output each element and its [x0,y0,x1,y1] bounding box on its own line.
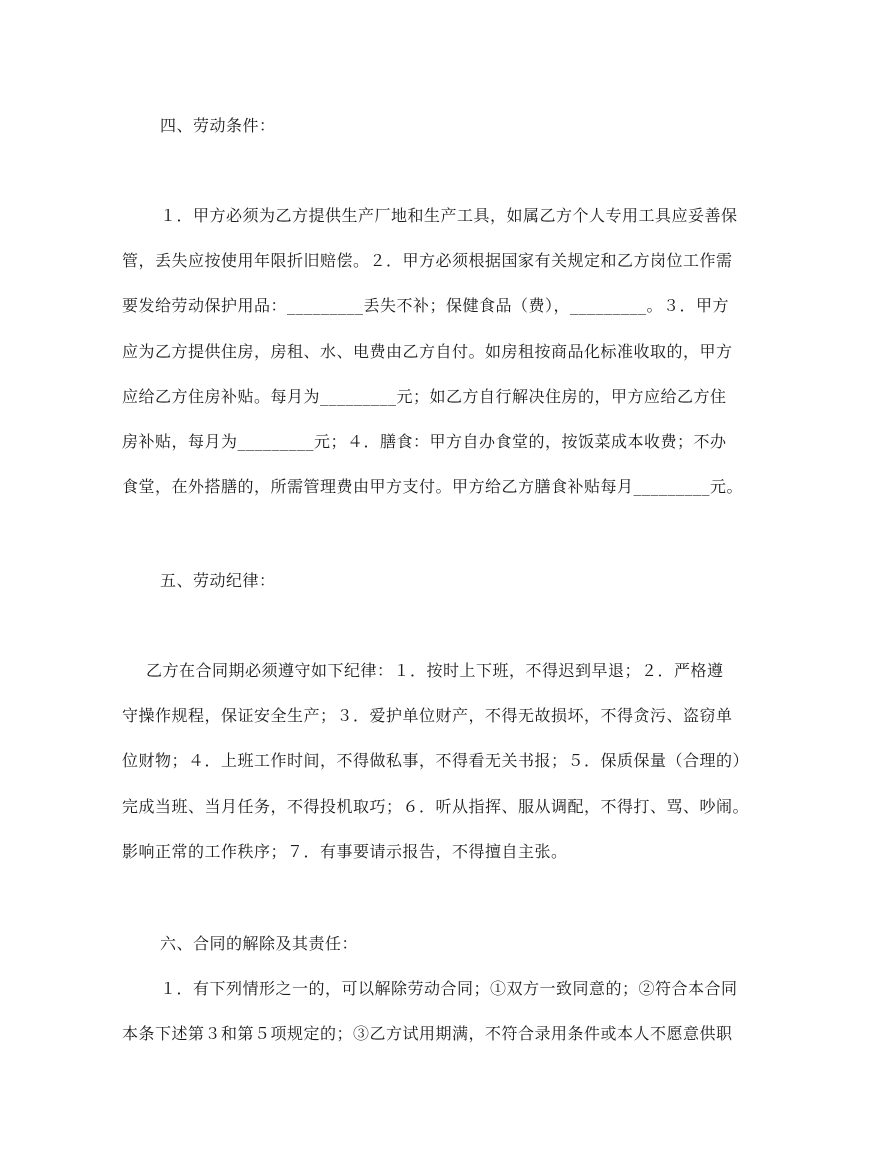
paragraph-labor-discipline [122,661,772,887]
paragraph-line: 乙方在合同期必须遵守如下纪律：１．按时上下班，不得迟到早退；２．严格遵 [146,661,724,680]
paragraph-line: 管，丢失应按使用年限折旧赔偿。２．甲方必须根据国家有关规定和乙方岗位工作需 [122,251,733,271]
paragraph-line: 应为乙方提供住房，房租、水、电费由乙方自付。如房租按商品化标准收取的，甲方 [122,341,733,361]
paragraph-line: 食堂，在外搭膳的，所需管理费由甲方支付。甲方给乙方膳食补贴每月_________元。 [122,477,744,497]
paragraph-contract-termination [122,979,772,1069]
paragraph-line: 守操作规程，保证安全生产；３．爱护单位财产，不得无故损坏，不得贪污、盗窃单 [122,706,733,726]
paragraph-line: 本条下述第３和第５项规定的；③乙方试用期满，不符合录用条件或本人不愿意供职 [122,1024,733,1044]
paragraph-line: １．有下列情形之一的，可以解除劳动合同；①双方一致同意的；②符合本合同 [160,979,738,998]
paragraph-line: 完成当班、当月任务，不得投机取巧；６．听从指挥、服从调配，不得打、骂、吵闹。 [122,796,750,816]
paragraph-line: 位财物；４．上班工作时间，不得做私事，不得看无关书报；５．保质保量（合理的） [122,751,750,771]
section-heading-contract-termination: 六、合同的解除及其责任： [160,934,359,953]
paragraph-line: 应给乙方住房补贴。每月为_________元；如乙方自行解决住房的，甲方应给乙方住 [122,386,727,406]
paragraph-line: 要发给劳动保护用品：_________丢失不补；保健食品（费），_________。３．甲方 [122,296,730,316]
section-heading-labor-discipline: 五、劳动纪律： [160,571,276,590]
paragraph-labor-conditions [122,206,772,522]
paragraph-line: １．甲方必须为乙方提供生产厂地和生产工具，如属乙方个人专用工具应妥善保 [160,206,738,225]
paragraph-line: 房补贴，每月为_________元；４．膳食：甲方自办食堂的，按饭菜成本收费；不办 [122,431,727,451]
paragraph-line: 影响正常的工作秩序；７．有事要请示报告，不得擅自主张。 [122,841,568,861]
section-heading-labor-conditions: 四、劳动条件： [160,116,276,135]
